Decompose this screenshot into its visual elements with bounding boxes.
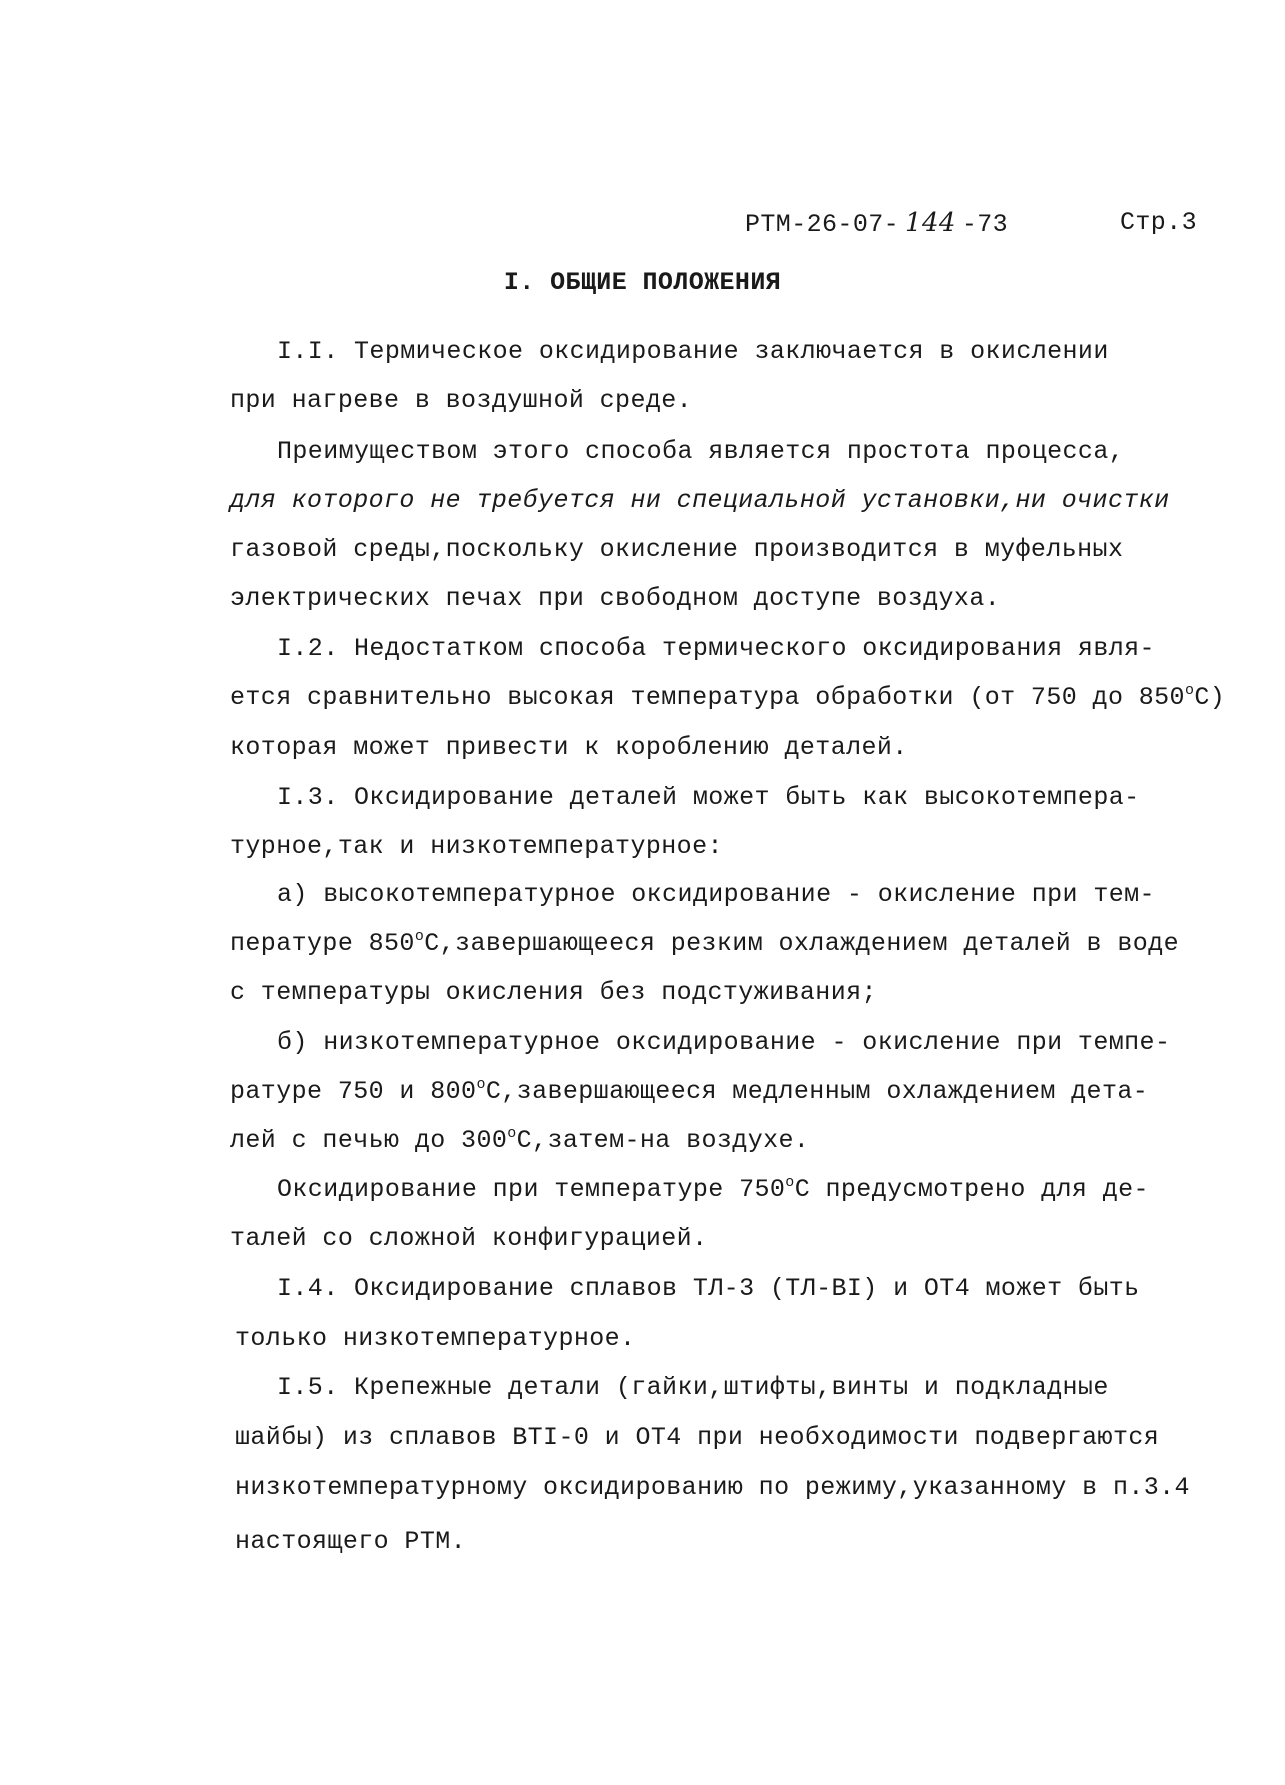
page-number: Стр.3 (1120, 208, 1198, 237)
paragraph-line (230, 1126, 809, 1155)
line-text: C,завершающееся медленным охлаждением дета- (485, 1077, 1149, 1106)
doc-code-suffix: -73 (961, 210, 1009, 239)
line-text: C) (1194, 683, 1226, 712)
doc-number-handwritten: 144 (905, 208, 956, 238)
line-text: C предусмотрено для де- (794, 1175, 1149, 1204)
paragraph-line: I.4. Оксидирование сплавов ТЛ-3 (ТЛ-ВI) и ОТ4 может быть (277, 1274, 1140, 1303)
line-text: Оксидирование при температуре 750 (277, 1175, 786, 1204)
line-text: ратуре 750 и 800 (230, 1077, 477, 1106)
paragraph-line: I.5. Крепежные детали (гайки,штифты,винты и подкладные (277, 1373, 1109, 1402)
degree-sign: o (785, 1174, 795, 1191)
line-text: лей с печью до 300 (230, 1126, 508, 1155)
doc-code-prefix: РТМ-26-07- (745, 210, 900, 239)
paragraph-line: I.3. Оксидирование деталей может быть как высокотемпера- (277, 783, 1140, 812)
paragraph-line: турное,так и низкотемпературное: (230, 832, 723, 861)
paragraph-line (230, 1077, 1148, 1106)
degree-sign: o (476, 1076, 486, 1093)
line-text: ется сравнительно высокая температура обработки (от 750 до 850 (230, 683, 1185, 712)
paragraph-line: которая может привести к короблению деталей. (230, 733, 908, 762)
paragraph-line: а) высокотемпературное оксидирование - окисление при тем- (277, 880, 1155, 909)
paragraph-line: талей со сложной конфигурацией. (230, 1224, 708, 1253)
page-header (745, 208, 1198, 239)
paragraph-line: шайбы) из сплавов ВТI-0 и ОТ4 при необходимости подвергаются (235, 1423, 1160, 1452)
paragraph-line (230, 929, 1179, 958)
degree-sign: o (507, 1125, 517, 1142)
line-text: пературе 850 (230, 929, 415, 958)
paragraph-line: настоящего РТМ. (235, 1527, 467, 1556)
paragraph-line: электрических печах при свободном доступе воздуха. (230, 584, 1001, 613)
paragraph-line: низкотемпературному оксидированию по режиму,указанному в п.3.4 (235, 1473, 1190, 1502)
paragraph-line: б) низкотемпературное оксидирование - окисление при темпе- (277, 1028, 1171, 1057)
paragraph-line: с температуры окисления без подстуживания; (230, 978, 877, 1007)
line-text: C,затем-на воздухе. (516, 1126, 810, 1155)
paragraph-line (277, 1175, 1149, 1204)
section-title: I. ОБЩИЕ ПОЛОЖЕНИЯ (503, 268, 782, 297)
paragraph-line: I.I. Термическое оксидирование заключается в окислении (277, 337, 1109, 366)
paragraph-line: Преимуществом этого способа является простота процесса, (277, 437, 1125, 466)
paragraph-line: при нагреве в воздушной среде. (230, 386, 693, 415)
paragraph-line (230, 683, 1225, 712)
degree-sign: o (1184, 682, 1195, 699)
paragraph-line: I.2. Недостатком способа термического оксидирования явля- (277, 634, 1155, 663)
degree-sign: o (414, 928, 425, 945)
paragraph-line: газовой среды,поскольку окисление производится в муфельных (230, 535, 1124, 564)
paragraph-line: только низкотемпературное. (235, 1324, 636, 1353)
line-text: C,завершающееся резким охлаждением деталей в воде (424, 929, 1179, 958)
paragraph-line: для которого не требуется ни специальной установки,ни очистки (230, 486, 1170, 515)
